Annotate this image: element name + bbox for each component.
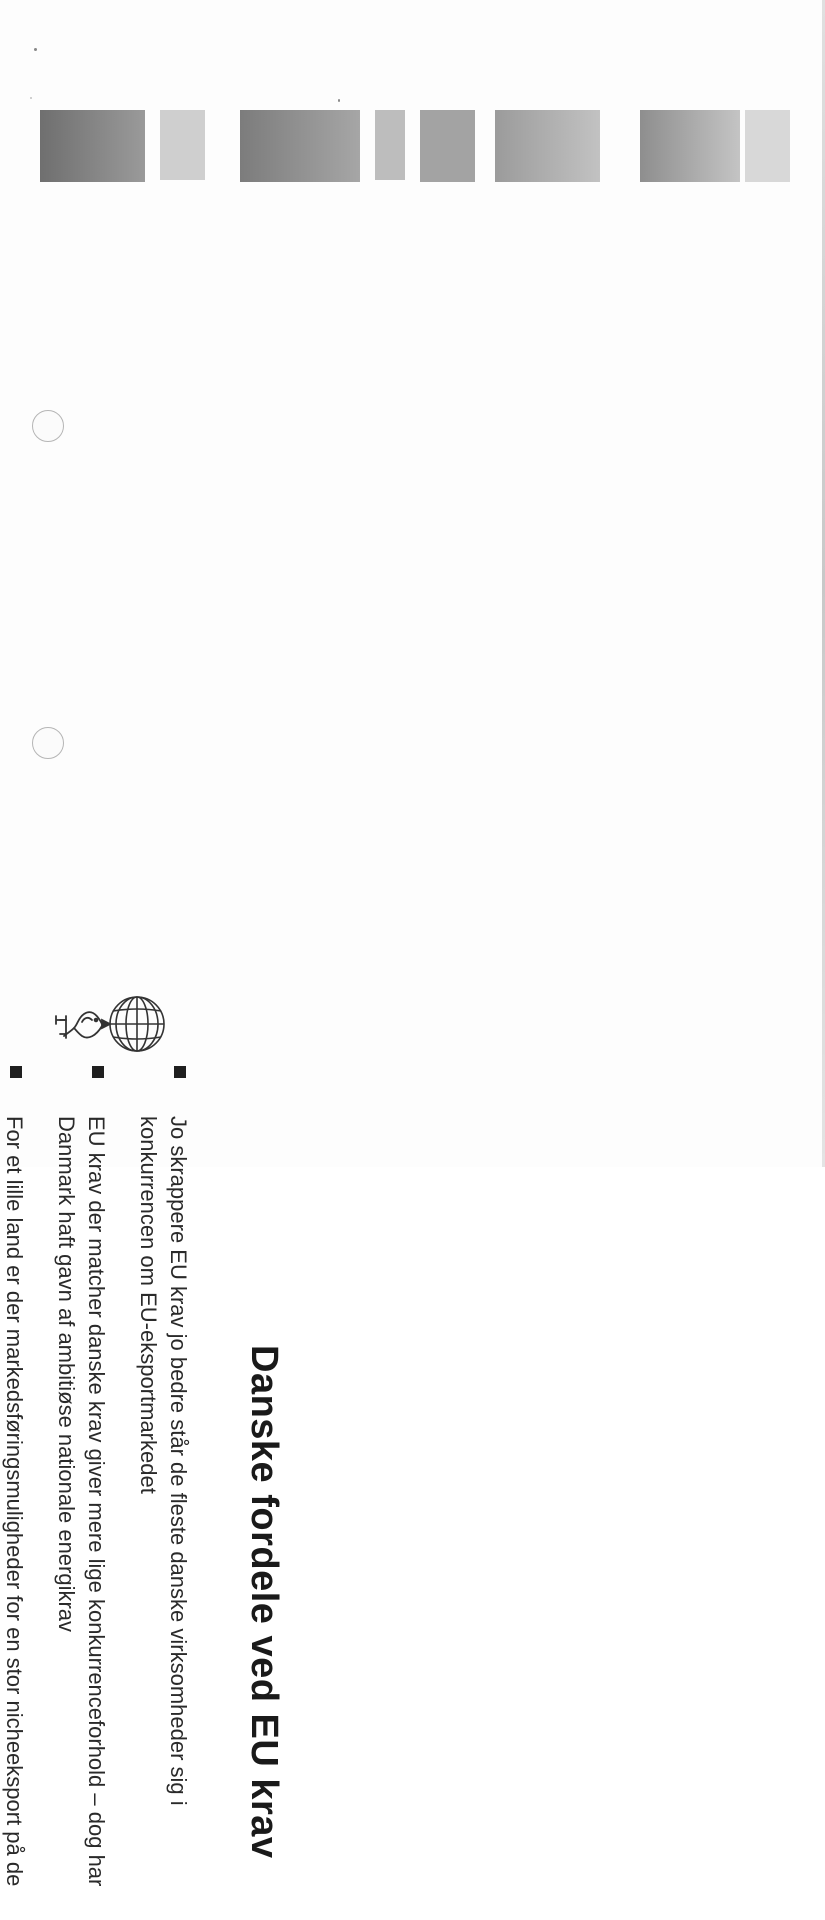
strip-block — [495, 110, 600, 182]
header-strip — [40, 110, 790, 188]
bird-globe-logo-icon — [52, 990, 170, 1058]
bullet-item — [133, 1060, 193, 1920]
square-bullet-icon — [92, 1066, 104, 1078]
punch-hole-top — [32, 410, 64, 442]
strip-block — [160, 110, 205, 180]
bullet-text: EU krav der matcher danske krav giver mere lige konkurrenceforhold – dog har Danmark haft gavn af ambitiøse nationale energikrav — [54, 1116, 109, 1887]
strip-block — [240, 110, 360, 182]
punch-hole-bottom — [32, 727, 64, 759]
slide-title: Danske fordele ved EU krav — [243, 1345, 285, 1859]
bullet-list — [0, 1060, 193, 1920]
bullet-item — [51, 1060, 111, 1920]
strip-block — [40, 110, 145, 182]
scan-speck — [30, 97, 32, 99]
strip-block — [420, 110, 475, 182]
bullet-item — [0, 1060, 29, 1920]
square-bullet-icon — [10, 1066, 22, 1078]
strip-block — [640, 110, 740, 182]
strip-block — [745, 110, 790, 182]
square-bullet-icon — [174, 1066, 186, 1078]
slide-content — [0, 1060, 285, 1920]
bullet-text: For et lille land er der markedsføringsmuligheder for en stor nicheeksport på de — [2, 1116, 27, 1887]
scan-speck — [338, 99, 340, 102]
scan-speck — [34, 48, 37, 51]
bullet-text: Jo skrappere EU krav jo bedre står de fleste danske virksomheder sig i konkurrencen om EU-eksportmarkedet — [136, 1116, 191, 1806]
strip-block — [375, 110, 405, 180]
